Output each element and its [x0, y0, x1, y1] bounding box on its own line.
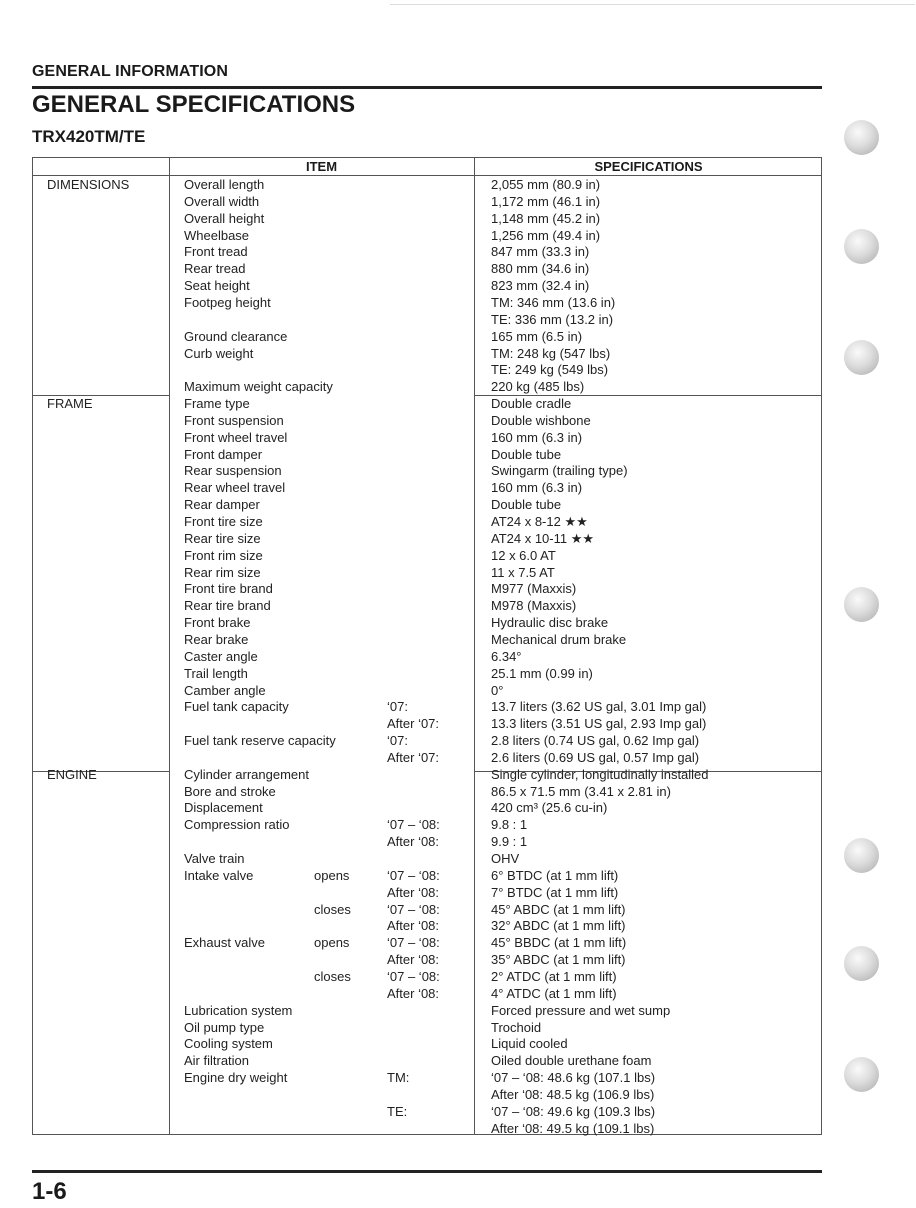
item-cell: Air filtration [184, 1053, 250, 1069]
spec-cell: 7° BTDC (at 1 mm lift) [491, 884, 619, 900]
spec-cell: TM: 248 kg (547 lbs) [491, 345, 611, 361]
item-cell: Front brake [184, 615, 251, 631]
item-cell: Front damper [184, 446, 263, 462]
subitem-cell: opens [314, 935, 350, 951]
qualifier-cell: After ‘08: [387, 834, 440, 850]
qualifier-cell: ‘07: [387, 733, 408, 749]
spec-cell: 13.7 liters (3.62 US gal, 3.01 Imp gal) [491, 699, 707, 715]
qualifier-cell: ‘07 – ‘08: [387, 901, 440, 917]
qualifier-cell: After ‘08: [387, 918, 440, 934]
spec-cell: Swingarm (trailing type) [491, 463, 628, 479]
model-label: TRX420TM/TE [32, 127, 146, 146]
item-cell: Front wheel travel [184, 429, 288, 445]
qualifier-cell: ‘07: [387, 699, 408, 715]
spec-cell: ‘07 – ‘08: 49.6 kg (109.3 lbs) [491, 1103, 656, 1119]
col-divider-category [169, 158, 170, 1134]
section-title: GENERAL INFORMATION [32, 63, 228, 80]
category-cell: ENGINE [47, 766, 97, 782]
item-cell: Overall height [184, 210, 265, 226]
qualifier-cell: ‘07 – ‘08: [387, 867, 440, 883]
spec-cell: 35° ABDC (at 1 mm lift) [491, 952, 626, 968]
item-cell: Displacement [184, 800, 263, 816]
item-cell: Front tire size [184, 514, 263, 529]
item-cell: Seat height [184, 278, 250, 294]
spec-cell: 12 x 6.0 AT [491, 547, 556, 563]
binder-hole-icon [844, 340, 879, 375]
spec-cell: 32° ABDC (at 1 mm lift) [491, 918, 626, 934]
binder-hole-icon [844, 229, 879, 264]
qualifier-cell: ‘07 – ‘08: [387, 817, 440, 833]
spec-cell: 2.6 liters (0.69 US gal, 0.57 Imp gal) [491, 749, 700, 765]
item-cell: Rear brake [184, 631, 249, 647]
binder-hole-icon [844, 946, 879, 981]
header-divider [33, 175, 821, 176]
item-cell: Footpeg height [184, 294, 271, 310]
item-cell: Rear rim size [184, 564, 261, 580]
spec-cell: TE: 249 kg (549 lbs) [491, 362, 609, 378]
qualifier-cell: After ‘08: [387, 985, 440, 1001]
item-cell: Cylinder arrangement [184, 766, 310, 782]
spec-cell: 25.1 mm (0.99 in) [491, 665, 593, 681]
page-number: 1-6 [32, 1178, 67, 1205]
spec-cell: 1,148 mm (45.2 in) [491, 210, 601, 226]
item-cell: Fuel tank reserve capacity [184, 733, 336, 749]
item-cell: Ground clearance [184, 328, 288, 344]
spec-cell: Double cradle [491, 396, 572, 412]
spec-cell: 2.8 liters (0.74 US gal, 0.62 Imp gal) [491, 733, 700, 749]
item-cell: Front suspension [184, 412, 284, 428]
item-cell: Rear wheel travel [184, 480, 286, 496]
spec-cell: 847 mm (33.3 in) [491, 244, 590, 260]
subitem-cell: closes [314, 968, 351, 984]
spec-cell: 160 mm (6.3 in) [491, 480, 583, 496]
spec-cell: 880 mm (34.6 in) [491, 261, 590, 277]
item-cell: Compression ratio [184, 817, 290, 833]
col-divider-spec [474, 158, 475, 1134]
binder-hole-icon [844, 120, 879, 155]
spec-cell: 6° BTDC (at 1 mm lift) [491, 867, 619, 883]
spec-cell: 1,256 mm (49.4 in) [491, 227, 601, 243]
item-cell: Rear suspension [184, 463, 282, 479]
item-cell: Front tread [184, 244, 248, 260]
spec-cell: 420 cm³ (25.6 cu-in) [491, 800, 608, 816]
spec-cell: After ‘08: 49.5 kg (109.1 lbs) [491, 1120, 655, 1136]
item-cell: Overall width [184, 193, 260, 209]
binder-hole-icon [844, 1057, 879, 1092]
spec-cell: 160 mm (6.3 in) [491, 429, 583, 445]
spec-cell: Oiled double urethane foam [491, 1053, 652, 1069]
spec-cell: 823 mm (32.4 in) [491, 278, 590, 294]
spec-cell: 9.9 : 1 [491, 834, 528, 850]
item-cell: Rear tire brand [184, 598, 271, 614]
item-cell: Bore and stroke [184, 783, 276, 799]
item-cell: Rear tire size [184, 530, 261, 546]
spec-cell: 2,055 mm (80.9 in) [491, 177, 601, 192]
spec-cell: 0° [491, 682, 504, 698]
qualifier-cell: TE: [387, 1103, 408, 1119]
item-cell: Front rim size [184, 547, 263, 563]
item-cell: Overall length [184, 177, 265, 192]
spec-cell: TM: 346 mm (13.6 in) [491, 294, 616, 310]
spec-cell: Mechanical drum brake [491, 631, 627, 647]
spec-cell: 11 x 7.5 AT [491, 564, 555, 580]
spec-cell: 86.5 x 71.5 mm (3.41 x 2.81 in) [491, 783, 671, 799]
item-cell: Exhaust valve [184, 935, 265, 951]
top-edge-line [390, 4, 915, 5]
qualifier-cell: After ‘08: [387, 952, 440, 968]
qualifier-cell: TM: [387, 1070, 410, 1086]
item-cell: Valve train [184, 851, 245, 866]
spec-cell: 2° ATDC (at 1 mm lift) [491, 968, 617, 984]
spec-cell: 1,172 mm (46.1 in) [491, 193, 601, 209]
item-cell: Intake valve [184, 867, 254, 883]
category-cell: FRAME [47, 396, 93, 412]
binder-hole-icon [844, 587, 879, 622]
qualifier-cell: After ‘08: [387, 884, 440, 900]
spec-cell: M978 (Maxxis) [491, 598, 577, 614]
qualifier-cell: After ‘07: [387, 749, 440, 765]
spec-cell: M977 (Maxxis) [491, 581, 577, 597]
spec-cell: Hydraulic disc brake [491, 615, 609, 631]
spec-cell: Double tube [491, 497, 562, 513]
item-cell: Oil pump type [184, 1019, 265, 1035]
page-title: GENERAL SPECIFICATIONS [32, 91, 356, 118]
spec-cell: 165 mm (6.5 in) [491, 328, 583, 344]
item-cell: Camber angle [184, 682, 266, 698]
item-cell: Fuel tank capacity [184, 699, 289, 715]
item-cell: Rear tread [184, 261, 246, 277]
spec-cell: OHV [491, 851, 520, 866]
spec-cell: AT24 x 10-11 ★★ [491, 530, 595, 546]
item-cell: Maximum weight capacity [184, 379, 333, 395]
item-cell: Curb weight [184, 345, 254, 361]
spec-cell: 45° BBDC (at 1 mm lift) [491, 935, 627, 951]
qualifier-cell: ‘07 – ‘08: [387, 968, 440, 984]
spec-header: SPECIFICATIONS [594, 159, 703, 174]
category-cell: DIMENSIONS [47, 177, 130, 192]
spec-cell: 13.3 liters (3.51 US gal, 2.93 Imp gal) [491, 716, 707, 732]
header-rule [32, 86, 822, 89]
spec-cell: 45° ABDC (at 1 mm lift) [491, 901, 626, 917]
spec-cell: Double tube [491, 446, 562, 462]
spec-cell: ‘07 – ‘08: 48.6 kg (107.1 lbs) [491, 1070, 656, 1086]
item-cell: Frame type [184, 396, 250, 412]
spec-table [32, 157, 822, 1135]
spec-cell: TE: 336 mm (13.2 in) [491, 311, 614, 327]
item-cell: Trail length [184, 665, 248, 681]
item-cell: Wheelbase [184, 227, 250, 243]
item-header: ITEM [305, 159, 338, 174]
spec-cell: 9.8 : 1 [491, 817, 528, 833]
subitem-cell: closes [314, 901, 351, 917]
spec-cell: After ‘08: 48.5 kg (106.9 lbs) [491, 1086, 655, 1102]
spec-cell: Single cylinder, longitudinally installed [491, 766, 709, 782]
binder-hole-icon [844, 838, 879, 873]
spec-cell: Trochoid [491, 1019, 542, 1035]
item-cell: Engine dry weight [184, 1070, 288, 1086]
item-cell: Lubrication system [184, 1002, 293, 1018]
item-cell: Caster angle [184, 648, 258, 664]
item-cell: Front tire brand [184, 581, 273, 597]
spec-cell: Forced pressure and wet sump [491, 1002, 671, 1018]
spec-cell: 6.34° [491, 648, 522, 664]
item-cell: Rear damper [184, 497, 260, 513]
spec-cell: Liquid cooled [491, 1036, 568, 1052]
spec-cell: Double wishbone [491, 412, 591, 428]
spec-cell: 4° ATDC (at 1 mm lift) [491, 985, 617, 1001]
spec-cell: 220 kg (485 lbs) [491, 379, 585, 395]
qualifier-cell: After ‘07: [387, 716, 440, 732]
subitem-cell: opens [314, 867, 350, 883]
qualifier-cell: ‘07 – ‘08: [387, 935, 440, 951]
item-cell: Cooling system [184, 1036, 273, 1052]
spec-cell: AT24 x 8-12 ★★ [491, 514, 588, 529]
footer-rule [32, 1170, 822, 1173]
